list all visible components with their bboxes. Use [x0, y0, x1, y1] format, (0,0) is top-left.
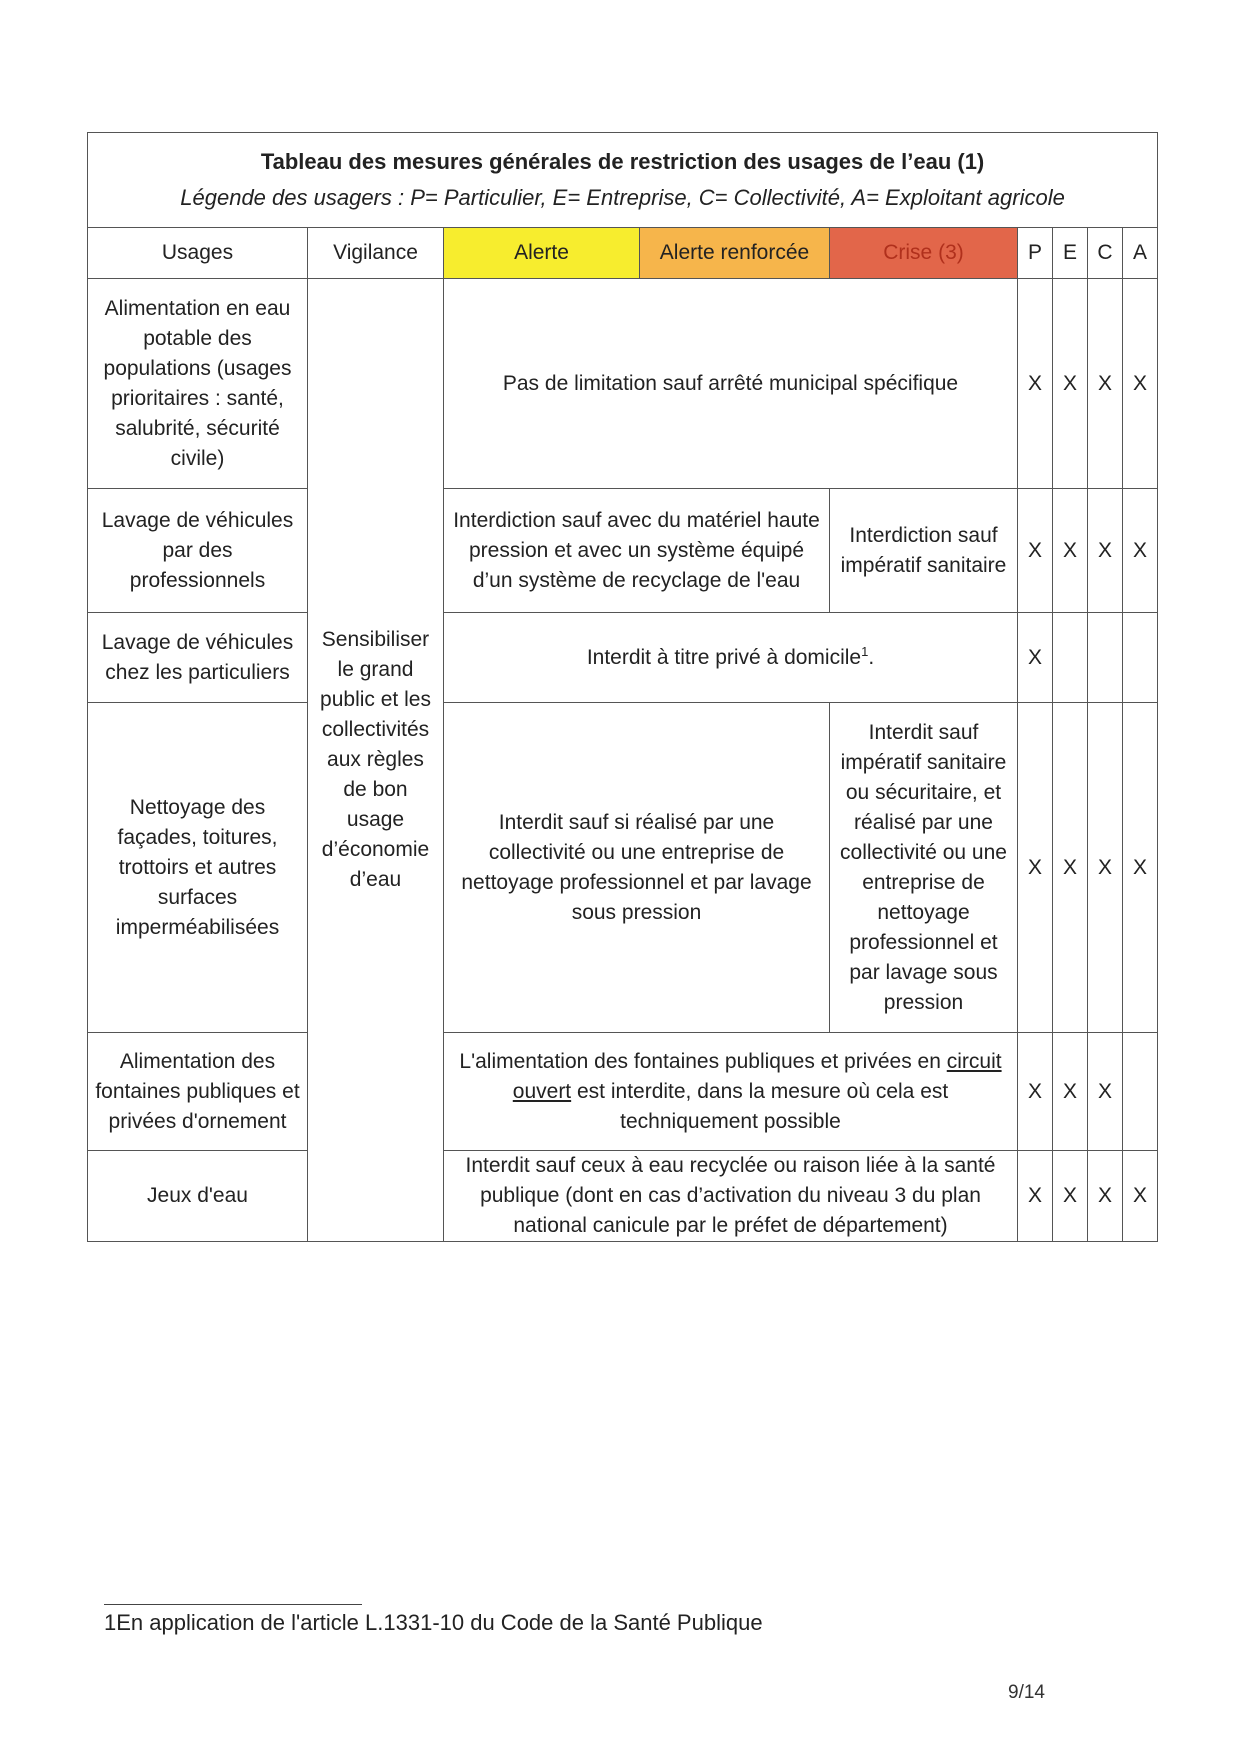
measure-text-post: est interdite, dans la mesure où cela est techniquement possible [577, 1079, 949, 1133]
header-crise: Crise (3) [830, 228, 1018, 279]
table-row [88, 489, 1158, 613]
measure-cell [444, 1033, 1018, 1151]
mark-p: X [1018, 703, 1053, 1033]
mark-a: X [1123, 1151, 1158, 1242]
restrictions-table [87, 132, 1158, 1242]
usage-cell: Alimentation en eau potable des populations (usages prioritaires : santé, salubrité, sécurité civile) [88, 279, 308, 489]
usage-cell: Lavage de véhicules chez les particuliers [88, 613, 308, 703]
table-legend: Légende des usagers : P= Particulier, E= Entreprise, C= Collectivité, A= Exploitant agricole [180, 185, 1065, 210]
mark-c [1088, 613, 1123, 703]
measure-cell: Pas de limitation sauf arrêté municipal spécifique [444, 279, 1018, 489]
header-p: P [1018, 228, 1053, 279]
usage-cell: Lavage de véhicules par des professionnels [88, 489, 308, 613]
table-row [88, 279, 1158, 489]
table-row [88, 703, 1158, 1033]
table-title: Tableau des mesures générales de restriction des usages de l’eau (1) [260, 149, 985, 174]
measure-suffix: . [868, 645, 875, 669]
mark-e [1053, 613, 1088, 703]
measure-cell: Interdit sauf ceux à eau recyclée ou raison liée à la santé publique (dont en cas d’activation du niveau 3 du plan national canicule par le préfet de département) [444, 1151, 1018, 1242]
mark-e: X [1053, 1033, 1088, 1151]
header-usages: Usages [88, 228, 308, 279]
header-c: C [1088, 228, 1123, 279]
mark-p: X [1018, 279, 1053, 489]
mark-a: X [1123, 703, 1158, 1033]
page-number: 9/14 [1008, 1682, 1045, 1703]
mark-e: X [1053, 279, 1088, 489]
mark-p: X [1018, 489, 1053, 613]
mark-a: X [1123, 279, 1158, 489]
mark-c: X [1088, 1033, 1123, 1151]
header-alerte: Alerte [444, 228, 640, 279]
measure-text-underlined: circuit ouvert [512, 1049, 1002, 1103]
measure-crise-cell: Interdiction sauf impératif sanitaire [830, 489, 1018, 613]
measure-cell [444, 613, 1018, 703]
footnote-ref: 1 [861, 643, 869, 659]
mark-p: X [1018, 1151, 1053, 1242]
vigilance-cell: Sensibiliser le grand public et les collectivités aux règles de bon usage d’économie d’eau [308, 279, 444, 1242]
mark-e: X [1053, 703, 1088, 1033]
mark-c: X [1088, 703, 1123, 1033]
footnote: 1En application de l'article L.1331-10 du Code de la Santé Publique [104, 1610, 763, 1635]
mark-c: X [1088, 1151, 1123, 1242]
usage-cell: Nettoyage des façades, toitures, trottoirs et autres surfaces imperméabilisées [88, 703, 308, 1033]
mark-c: X [1088, 279, 1123, 489]
measure-text-pre: L'alimentation des fontaines publiques et privées en [459, 1049, 941, 1073]
header-vigilance: Vigilance [308, 228, 444, 279]
mark-a: X [1123, 489, 1158, 613]
mark-e: X [1053, 1151, 1088, 1242]
header-a: A [1123, 228, 1158, 279]
mark-a [1123, 613, 1158, 703]
mark-c: X [1088, 489, 1123, 613]
mark-p: X [1018, 1033, 1053, 1151]
mark-e: X [1053, 489, 1088, 613]
table-row [88, 613, 1158, 703]
usage-cell: Alimentation des fontaines publiques et privées d'ornement [88, 1033, 308, 1151]
header-alerte-renforcee: Alerte renforcée [640, 228, 830, 279]
footnote-divider [104, 1604, 362, 1605]
measure-text: Interdit à titre privé à domicile [586, 645, 862, 669]
mark-a [1123, 1033, 1158, 1151]
measure-crise-cell: Interdit sauf impératif sanitaire ou sécuritaire, et réalisé par une collectivité ou une entreprise de nettoyage professionnel et par lavage sous pression [830, 703, 1018, 1033]
header-row [88, 228, 1158, 279]
measure-alerte-cell: Interdit sauf si réalisé par une collectivité ou une entreprise de nettoyage professionnel et par lavage sous pression [444, 703, 830, 1033]
table-title-cell [88, 133, 1158, 228]
measure-alerte-cell: Interdiction sauf avec du matériel haute pression et avec un système équipé d’un système de recyclage de l'eau [444, 489, 830, 613]
mark-p: X [1018, 613, 1053, 703]
usage-cell: Jeux d'eau [88, 1151, 308, 1242]
table-row [88, 1033, 1158, 1151]
header-e: E [1053, 228, 1088, 279]
table-row [88, 1151, 1158, 1242]
